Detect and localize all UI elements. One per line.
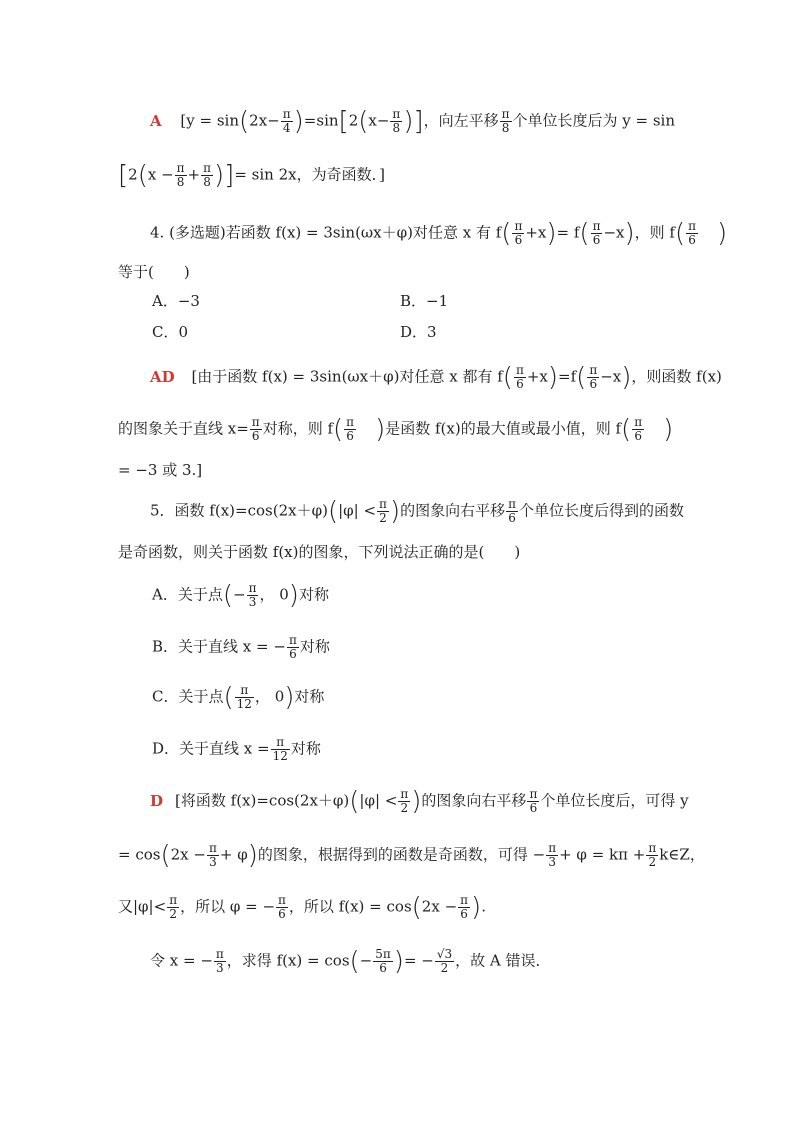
fraction: $\frac{\pi}{6}$ (592, 219, 601, 247)
fraction: $\frac{\pi}{12}$ (272, 735, 288, 763)
fraction: $\frac{\pi}{8}$ (176, 161, 185, 189)
text: 的图象向右平移 (400, 501, 506, 520)
fraction: $\frac{\pi}{3}$ (548, 841, 557, 869)
q5-option-d: D．关于直线 x = $\frac{\pi}{12}$ 对称 (152, 735, 321, 763)
q5-option-c: C．关于点( $\frac{\pi}{12}$ ， 0)对称 (152, 682, 325, 713)
text: [由于函数 f(x) = 3sin(ωx＋φ)对任意 x 都有 f (191, 367, 503, 386)
text: 2 (128, 165, 138, 184)
fraction: $\frac{\pi}{8}$ (501, 107, 510, 135)
sol4-line2: 的图象关于直线 x= $\frac{\pi}{6}$ 对称，则 f( $\frac{\pi}{6}$ )是函数 f(x)的最大值或最小值，则 f( $\frac{\pi}{6}$ ) (118, 414, 674, 445)
fraction: $\frac{\pi}{3}$ (208, 841, 217, 869)
fraction: $\frac{\pi}{2}$ (400, 787, 409, 815)
text: =sin (303, 111, 339, 130)
text: =f (558, 367, 577, 386)
text: 是奇函数，则关于函数 f(x)的图象，下列说法正确的是( ) (118, 543, 521, 561)
fraction: $\frac{\pi}{6}$ (688, 219, 697, 247)
answer-label: D (150, 791, 164, 810)
fraction: $\frac{\pi}{2}$ (379, 497, 387, 525)
text: +x (526, 367, 548, 386)
block1-line1: A [y = sin(2x− $\frac{\pi}{4}$ )=sin[2(x− $\frac{\pi}{8}$ )]，向左平移 $\frac{\pi}{8}$ 个单位长度后为 y = sin (150, 106, 676, 137)
fraction: $\frac{\pi}{6}$ (634, 415, 643, 443)
fraction: $\frac{\pi}{6}$ (278, 893, 286, 921)
fraction: $\frac{\pi}{6}$ (288, 633, 297, 661)
sol5-line3: 又|φ|< $\frac{\pi}{2}$ ，所以 φ = − $\frac{\pi}{6}$ ，所以 f(x) = cos(2x − $\frac{\pi}{6}$ ). (118, 892, 486, 923)
answer-label: A (150, 111, 162, 130)
fraction: $\frac{\pi}{6}$ (514, 219, 523, 247)
fraction: $\frac{\pi}{8}$ (203, 161, 212, 189)
q4-option-b: B．−1 (400, 292, 449, 310)
q4-option-d: D．3 (400, 323, 437, 341)
fraction: $\frac{\pi}{6}$ (346, 415, 355, 443)
fraction: $\frac{\pi}{6}$ (515, 363, 524, 391)
fraction: $\frac{\pi}{12}$ (236, 683, 252, 711)
sol5-line1: D [将函数 f(x)=cos(2x＋φ)(|φ| < $\frac{\pi}{2}$ )的图象向右平移 $\frac{\pi}{6}$ 个单位长度后，可得 y (150, 786, 689, 817)
fraction: $\frac{\pi}{6}$ (460, 893, 469, 921)
text: 的图象关于直线 x= (118, 419, 249, 438)
q4-stem-line2 (118, 262, 190, 282)
text: x − (147, 165, 174, 184)
text: + (187, 165, 201, 184)
text: 2 (348, 111, 359, 130)
fraction: $\frac{\pi}{6}$ (251, 415, 260, 443)
q4-option-a: A．−3 (152, 292, 200, 310)
answer-label: AD (150, 367, 175, 386)
fraction: $\frac{\pi}{4}$ (282, 107, 291, 135)
text: 4. (多选题)若函数 f(x) = 3sin(ωx＋φ)对任意 x 有 f (150, 223, 502, 242)
text: = f (556, 223, 580, 242)
q5-stem-line2 (118, 542, 520, 562)
q4-stem-line1: 4. (多选题)若函数 f(x) = 3sin(ωx＋φ)对任意 x 有 f( $\frac{\pi}{6}$ +x)= f( $\frac{\pi}{6}$ −x)，则 f( $\frac{\pi}{6}$ ) (150, 218, 728, 249)
text: = sin 2x，为奇函数．] (234, 165, 385, 184)
fraction: $\frac{5\pi}{6}$ (375, 947, 391, 975)
fraction: $\frac{\pi}{3}$ (215, 947, 224, 975)
text: 5．函数 f(x)=cos(2x＋φ) (150, 501, 328, 520)
q5-stem-line1: 5．函数 f(x)=cos(2x＋φ)(|φ| < $\frac{\pi}{2}$ )的图象向右平移 $\frac{\pi}{6}$ 个单位长度后得到的函数 (150, 496, 685, 527)
sol5-line2: = cos(2x − $\frac{\pi}{3}$ + φ)的图象，根据得到的函数是奇函数，可得 − $\frac{\pi}{3}$ + φ = kπ + $\frac{\pi}{2}$ k∈Z， (118, 840, 705, 871)
fraction: $\frac{\pi}{2}$ (648, 841, 657, 869)
text: 等于( ) (118, 263, 190, 281)
fraction: $\frac{\pi}{2}$ (169, 893, 178, 921)
text: +x (525, 223, 547, 242)
text: ，则 f (634, 223, 675, 242)
text: 是函数 f(x)的最大值或最小值，则 f (385, 419, 622, 438)
fraction: $\frac{\pi}{3}$ (248, 581, 257, 609)
text: 个单位长度后得到的函数 (519, 501, 685, 520)
fraction: $\frac{\pi}{6}$ (508, 497, 516, 525)
text: 2x− (249, 111, 280, 130)
sol5-line4: 令 x = − $\frac{\pi}{3}$ ，求得 f(x) = cos(− $\frac{5\pi}{6}$ )= − $\frac{√3}{2}$ ，故 A 错误． (150, 946, 551, 977)
text: 对称，则 f (262, 419, 334, 438)
q5-option-a: A．关于点(− $\frac{\pi}{3}$ ， 0)对称 (152, 580, 329, 611)
text: ，则函数 f(x) (631, 367, 722, 386)
text: = −3 或 3.] (118, 461, 203, 479)
text: 个单位长度后为 y = sin (512, 111, 676, 130)
fraction: $\frac{√3}{2}$ (436, 947, 453, 975)
text: −x (600, 367, 622, 386)
sol4-line1: AD [由于函数 f(x) = 3sin(ωx＋φ)对任意 x 都有 f( $\frac{\pi}{6}$ +x)=f( $\frac{\pi}{6}$ −x)，则函数 f(x) (150, 362, 722, 393)
text: |φ| < (338, 501, 377, 520)
sol4-line3 (118, 460, 202, 480)
fraction: $\frac{\pi}{6}$ (529, 787, 538, 815)
text: ，向左平移 (423, 111, 499, 130)
text: −x (603, 223, 625, 242)
fraction: $\frac{\pi}{6}$ (589, 363, 598, 391)
text: [y = sin (180, 111, 240, 130)
block1-line2: [2(x − $\frac{\pi}{8}$ + $\frac{\pi}{8}$ )]= sin 2x，为奇函数．] (118, 160, 385, 191)
q4-option-c: C．0 (152, 323, 189, 341)
text: x− (368, 111, 390, 130)
fraction: $\frac{\pi}{8}$ (392, 107, 401, 135)
q5-option-b: B．关于直线 x = − $\frac{\pi}{6}$ 对称 (152, 633, 330, 661)
